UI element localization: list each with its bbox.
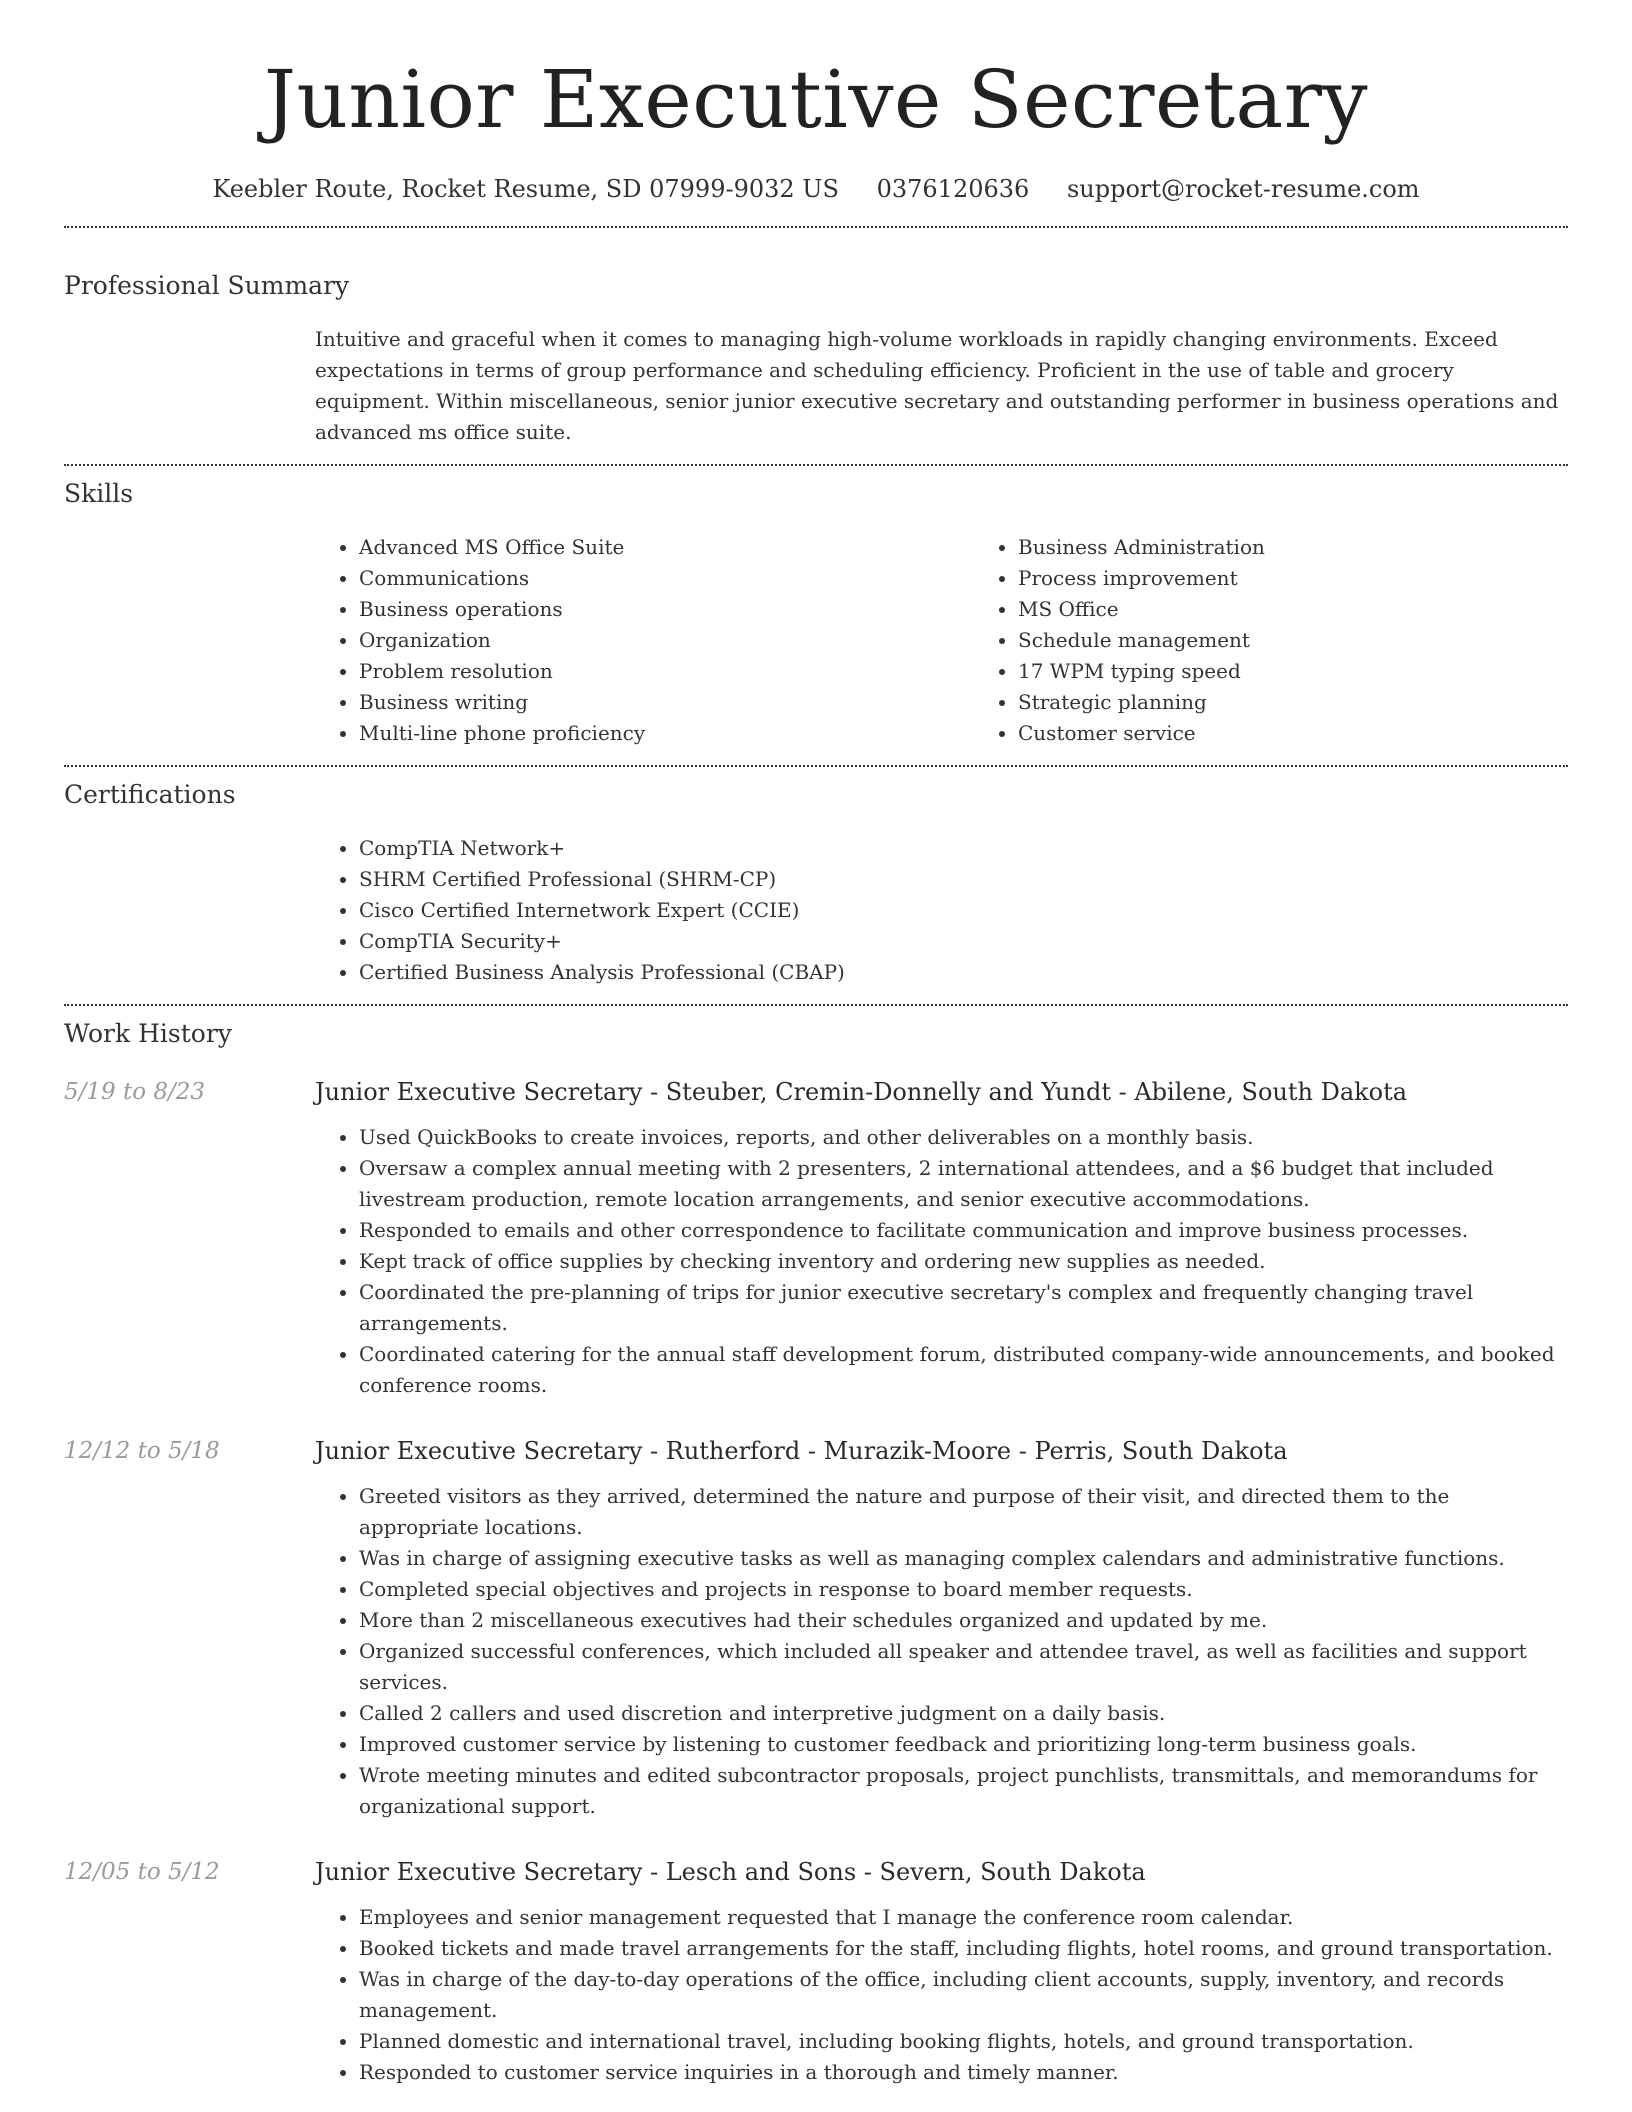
skill-item: • Business operations	[359, 594, 974, 625]
skill-item: • Customer service	[1018, 718, 1632, 749]
certifications-section	[64, 779, 1568, 988]
job-title: Junior Executive Secretary - Rutherford - Murazik-Moore - Perris, South Dakota	[315, 1437, 1288, 1465]
resume-name: Junior Executive Secretary	[263, 53, 1369, 146]
skill-item: • Strategic planning	[1018, 687, 1632, 718]
job-body	[315, 1076, 1568, 1401]
summary-text: Intuitive and graceful when it comes to managing high-volume workloads in rapidly changing environments. Exceed expectations in terms of group performance and scheduling efficiency. Proficient in the use of table and grocery equipment. Within miscellaneous, senior junior executive secretary and outstanding performer in business operations and advanced ms office suite.	[315, 327, 1559, 444]
job-bullet: • Coordinated catering for the annual staff development forum, distributed company-wide announcements, and booked conference rooms.	[359, 1339, 1568, 1401]
certifications-list	[315, 833, 1568, 988]
skills-title: Skills	[64, 479, 134, 508]
job-bullet: • Planned domestic and international travel, including booking flights, hotels, and ground transportation.	[359, 2026, 1568, 2057]
job-bullet: • Called 2 callers and used discretion and interpretive judgment on a daily basis.	[359, 1698, 1568, 1729]
certifications-title: Certifications	[64, 780, 236, 809]
certification-item: • Cisco Certified Internetwork Expert (CCIE)	[359, 895, 1568, 926]
contact-address: Keebler Route, Rocket Resume, SD 07999-9032 US	[212, 175, 839, 203]
certification-item: • Certified Business Analysis Professional (CBAP)	[359, 957, 1568, 988]
skill-item: • Business Administration	[1018, 532, 1632, 563]
work-section	[64, 1018, 1568, 2088]
job-bullets	[315, 1122, 1568, 1401]
job-bullet: • Oversaw a complex annual meeting with 2 presenters, 2 international attendees, and a $6 budget that included livestream production, remote location arrangements, and senior executive accommodations.	[359, 1153, 1568, 1215]
skill-item: • Problem resolution	[359, 656, 974, 687]
skill-item: • MS Office	[1018, 594, 1632, 625]
job-bullet: • Booked tickets and made travel arrangements for the staff, including flights, hotel rooms, and ground transportation.	[359, 1933, 1568, 1964]
job-bullet: • Greeted visitors as they arrived, determined the nature and purpose of their visit, and directed them to the appropriate locations.	[359, 1481, 1568, 1543]
job-bullet: • Was in charge of assigning executive tasks as well as managing complex calendars and administrative functions.	[359, 1543, 1568, 1574]
skill-item: • 17 WPM typing speed	[1018, 656, 1632, 687]
job-title: Junior Executive Secretary - Steuber, Cremin-Donnelly and Yundt - Abilene, South Dakota	[315, 1078, 1408, 1106]
skill-item: • Business writing	[359, 687, 974, 718]
summary-content	[315, 324, 1568, 448]
job-bullet: • Employees and senior management requested that I manage the conference room calendar.	[359, 1902, 1568, 1933]
certification-item: • SHRM Certified Professional (SHRM-CP)	[359, 864, 1568, 895]
summary-section	[64, 270, 1568, 448]
job-bullet: • Used QuickBooks to create invoices, reports, and other deliverables on a monthly basis.	[359, 1122, 1568, 1153]
job-dates: 5/19 to 8/23	[64, 1079, 206, 1105]
skills-section	[64, 478, 1568, 749]
skill-item: • Schedule management	[1018, 625, 1632, 656]
skill-item: • Communications	[359, 563, 974, 594]
skills-list-right	[974, 532, 1632, 749]
skill-item: • Multi-line phone proficiency	[359, 718, 974, 749]
job-dates: 12/05 to 5/12	[64, 1859, 220, 1885]
divider	[64, 464, 1568, 466]
skills-grid	[315, 532, 1568, 749]
work-title: Work History	[64, 1019, 232, 1048]
skill-item: • Organization	[359, 625, 974, 656]
divider	[64, 1004, 1568, 1006]
job-bullet: • Was in charge of the day-to-day operations of the office, including client accounts, supply, inventory, and records management.	[359, 1964, 1568, 2026]
contact-line	[0, 174, 1632, 204]
summary-title: Professional Summary	[64, 271, 350, 300]
job-bullet: • Kept track of office supplies by checking inventory and ordering new supplies as needed.	[359, 1246, 1568, 1277]
skill-item: • Process improvement	[1018, 563, 1632, 594]
job-bullets	[315, 1481, 1568, 1822]
job-bullets	[315, 1902, 1568, 2088]
job-bullet: • Improved customer service by listening to customer feedback and prioritizing long-term business goals.	[359, 1729, 1568, 1760]
divider	[64, 226, 1568, 228]
job-entry	[64, 1856, 1568, 2088]
job-bullet: • Coordinated the pre-planning of trips for junior executive secretary's complex and frequently changing travel arrangements.	[359, 1277, 1568, 1339]
job-bullet: • Wrote meeting minutes and edited subcontractor proposals, project punchlists, transmittals, and memorandums for organizational support.	[359, 1760, 1568, 1822]
contact-phone: 0376120636	[876, 175, 1030, 203]
job-entry	[64, 1076, 1568, 1401]
job-dates: 12/12 to 5/18	[64, 1438, 220, 1464]
job-body	[315, 1435, 1568, 1822]
certification-item: • CompTIA Network+	[359, 833, 1568, 864]
divider	[64, 765, 1568, 767]
certification-item: • CompTIA Security+	[359, 926, 1568, 957]
job-bullet: • More than 2 miscellaneous executives had their schedules organized and updated by me.	[359, 1605, 1568, 1636]
skill-item: • Advanced MS Office Suite	[359, 532, 974, 563]
job-bullet: • Organized successful conferences, which included all speaker and attendee travel, as well as facilities and support services.	[359, 1636, 1568, 1698]
job-bullet: • Completed special objectives and projects in response to board member requests.	[359, 1574, 1568, 1605]
job-body	[315, 1856, 1568, 2088]
job-title: Junior Executive Secretary - Lesch and Sons - Severn, South Dakota	[315, 1858, 1146, 1886]
job-bullet: • Responded to customer service inquiries in a thorough and timely manner.	[359, 2057, 1568, 2088]
job-entry	[64, 1435, 1568, 1822]
skills-list-left	[315, 532, 974, 749]
certifications-content	[315, 833, 1568, 988]
job-bullet: • Responded to emails and other correspondence to facilitate communication and improve business processes.	[359, 1215, 1568, 1246]
contact-email: support@rocket-resume.com	[1066, 175, 1420, 203]
